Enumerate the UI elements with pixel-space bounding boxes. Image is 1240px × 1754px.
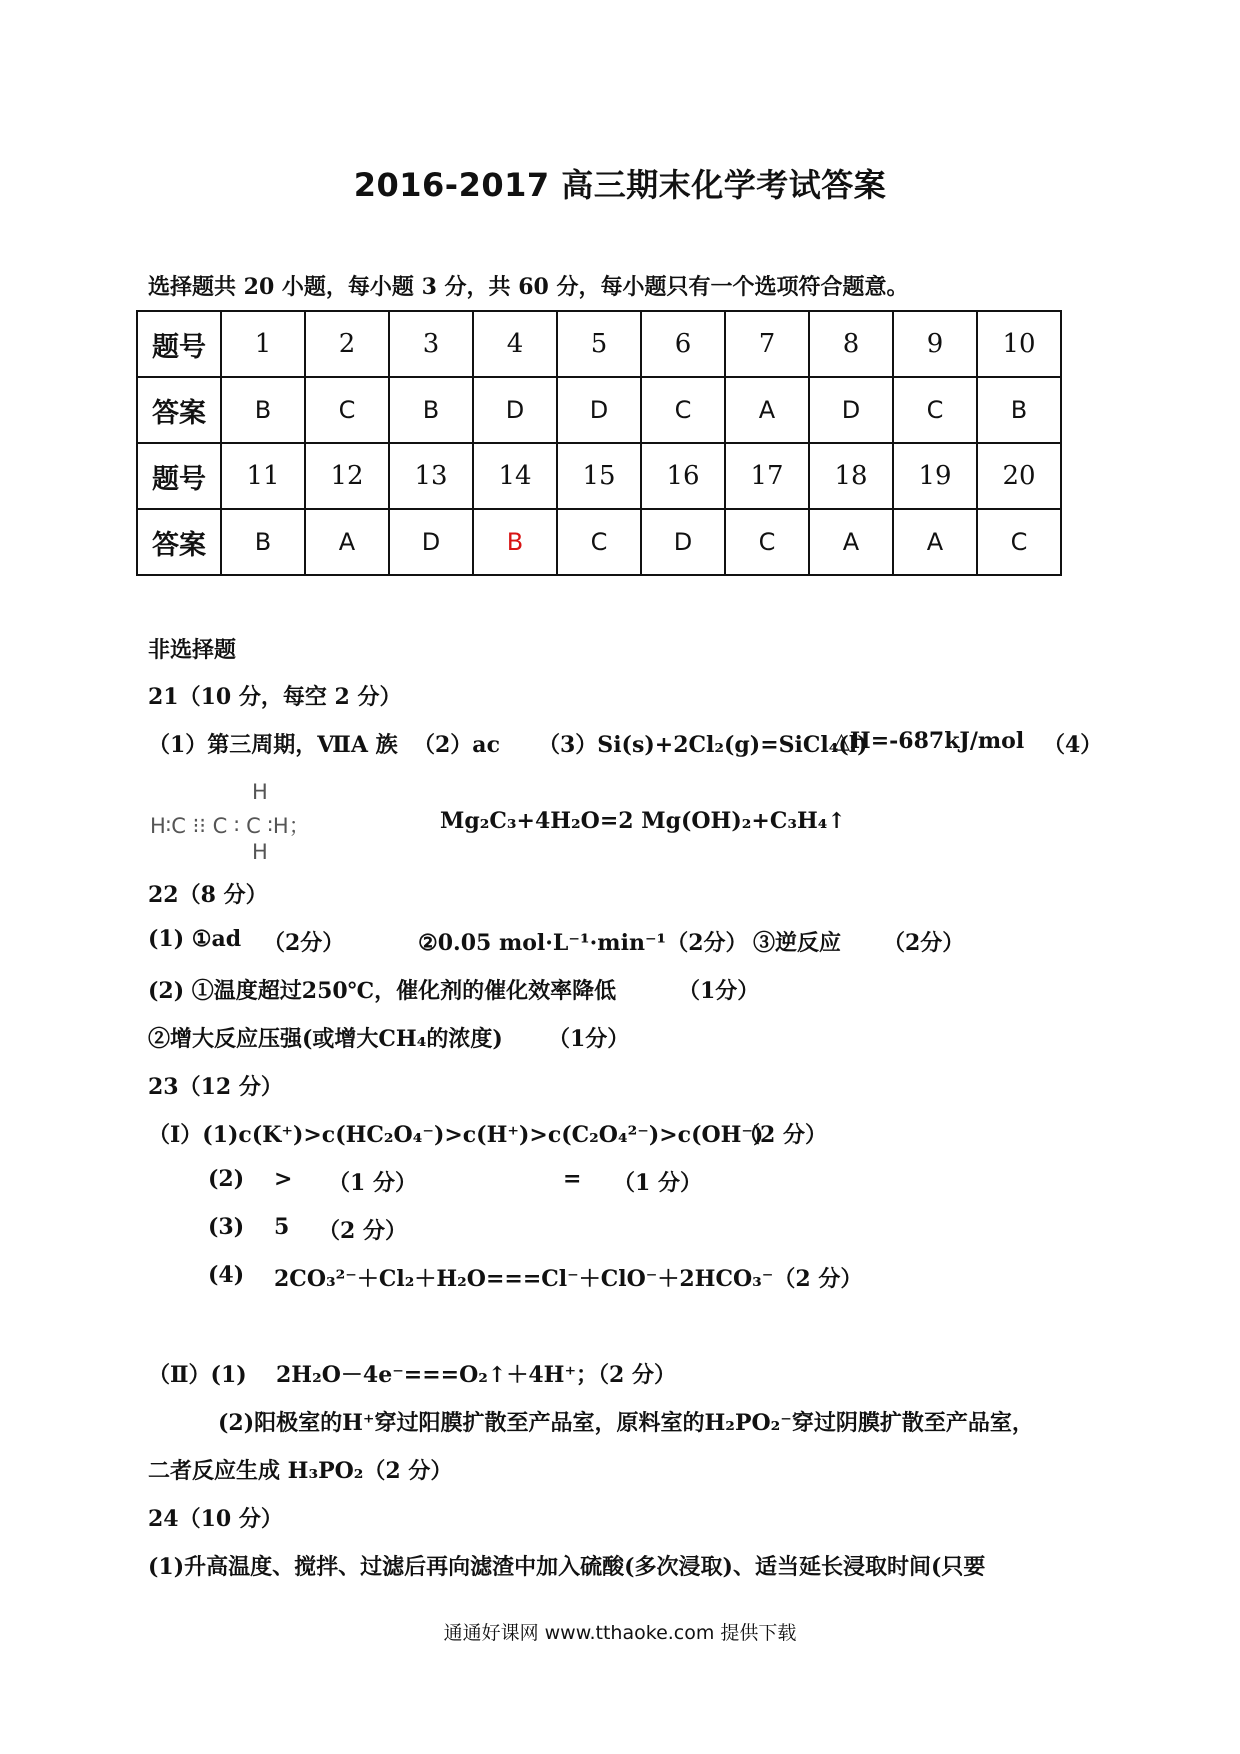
answer-cell: D [473,377,557,443]
q21-heading: 21（10 分，每空 2 分） [148,684,402,710]
q23-i-4-label: (4) [208,1262,245,1288]
answer-cell: A [725,377,809,443]
question-number-cell: 9 [893,311,977,377]
question-number-cell: 10 [977,311,1061,377]
q23-i-2-answer1: > [274,1166,293,1192]
q23-i-2-score2: （1 分） [613,1170,702,1196]
q23-heading: 23（12 分） [148,1074,283,1100]
q21-part3: （3）Si(s)+2Cl₂(g)=SiCl₄(l) [538,732,868,758]
q23-i-2-answer2: = [563,1166,582,1192]
question-number-cell: 17 [725,443,809,509]
q22-1-1-score: （2分） [263,930,345,956]
question-number-cell: 16 [641,443,725,509]
q22-heading: 22（8 分） [148,882,268,908]
answer-cell: D [641,509,725,575]
answer-cell: C [557,509,641,575]
question-number-cell: 13 [389,443,473,509]
q22-1-3-score: （2分） [883,930,965,956]
lewis-h-top: H [252,780,268,804]
table-row [137,311,1061,377]
question-number-cell: 18 [809,443,893,509]
multiple-choice-instructions: 选择题共 20 小题，每小题 3 分，共 60 分，每小题只有一个选项符合题意。 [148,274,909,300]
question-number-cell: 5 [557,311,641,377]
question-number-cell: 3 [389,311,473,377]
q23-i-3-label: (3) [208,1214,245,1240]
q23-ii-2: (2)阳极室的H⁺穿过阳膜扩散至产品室，原料室的H₂PO₂⁻穿过阴膜扩散至产品室， [218,1410,1034,1436]
answer-cell: B [221,377,305,443]
question-number-cell: 20 [977,443,1061,509]
answer-cell: C [893,377,977,443]
lewis-structure [150,780,320,870]
question-number-cell: 1 [221,311,305,377]
q22-2-2-score: （1分） [548,1026,630,1052]
q22-2-1: (2) ①温度超过250℃，催化剂的催化效率降低 [148,978,617,1004]
q23-ii-1-answer: 2H₂O－4e⁻===O₂↑＋4H⁺；（2 分） [276,1362,677,1388]
question-number-cell: 19 [893,443,977,509]
q23-ii-1-label: （Ⅱ）(1) [148,1362,247,1388]
q21-part4: （4） [1043,732,1103,758]
answer-cell: D [389,509,473,575]
answer-cell: C [977,509,1061,575]
q22-2-1-score: （1分） [678,978,760,1004]
question-number-cell: 7 [725,311,809,377]
q23-i-1-answer: （Ⅰ）(1)c(K⁺)>c(HC₂O₄⁻)>c(H⁺)>c(C₂O₄²⁻)>c(OH⁻) [148,1122,764,1148]
answer-cell: D [557,377,641,443]
q23-ii-2-cont: 二者反应生成 H₃PO₂（2 分） [148,1458,453,1484]
question-number-cell: 6 [641,311,725,377]
lewis-row: H∶C ⁝⁝ C ∶ C ∶H； [150,814,310,838]
table-row [137,509,1061,575]
answer-cell: B [977,377,1061,443]
q23-i-3-answer: 5 [274,1214,290,1240]
question-number-cell: 4 [473,311,557,377]
answer-cell: C [725,509,809,575]
q23-i-1-score: （2 分） [738,1122,827,1148]
answer-table [136,310,1062,576]
q23-i-2-label: (2) [208,1166,245,1192]
answer-cell: B [389,377,473,443]
q23-i-4-answer: 2CO₃²⁻＋Cl₂＋H₂O===Cl⁻＋ClO⁻＋2HCO₃⁻（2 分） [274,1266,863,1292]
q21-equation: Mg₂C₃+4H₂O=2 Mg(OH)₂+C₃H₄↑ [440,808,846,834]
q22-1-2: ②0.05 mol·L⁻¹·min⁻¹（2分） [418,930,748,956]
table-row [137,377,1061,443]
answer-label: 答案 [137,509,221,575]
question-number-cell: 14 [473,443,557,509]
q23-i-3-score: （2 分） [318,1218,407,1244]
answer-cell: B [221,509,305,575]
question-number-cell: 11 [221,443,305,509]
q21-part2: （2）ac [413,732,500,758]
answer-cell: A [893,509,977,575]
q21-part1: （1）第三周期，ⅦA 族 [148,732,398,758]
q24-line1: (1)升高温度、搅拌、过滤后再向滤渣中加入硫酸(多次浸取)、适当延长浸取时间(只要 [148,1554,986,1580]
q24-heading: 24（10 分） [148,1506,283,1532]
table-row [137,443,1061,509]
q22-2-2: ②增大反应压强(或增大CH₄的浓度) [148,1026,503,1052]
answer-cell: C [641,377,725,443]
footer-credit: 通通好课网 www.tthaoke.com 提供下载 [443,1622,797,1644]
question-number-cell: 8 [809,311,893,377]
answer-cell: D [809,377,893,443]
page-title: 2016-2017 高三期末化学考试答案 [353,166,887,204]
answer-label: 答案 [137,377,221,443]
section-title: 非选择题 [148,637,237,663]
q23-i-2-score1: （1 分） [328,1170,417,1196]
question-number-cell: 12 [305,443,389,509]
question-number-cell: 15 [557,443,641,509]
question-number-label: 题号 [137,443,221,509]
lewis-h-bottom: H [252,840,268,864]
answer-cell: C [305,377,389,443]
q22-1-3: ③逆反应 [753,930,842,956]
answer-cell: A [305,509,389,575]
q22-1-1: (1) ①ad [148,926,242,952]
answer-cell: A [809,509,893,575]
question-number-cell: 2 [305,311,389,377]
q21-enthalpy: △H=-687kJ/mol [833,728,1025,754]
question-number-label: 题号 [137,311,221,377]
answer-cell: B [473,509,557,575]
